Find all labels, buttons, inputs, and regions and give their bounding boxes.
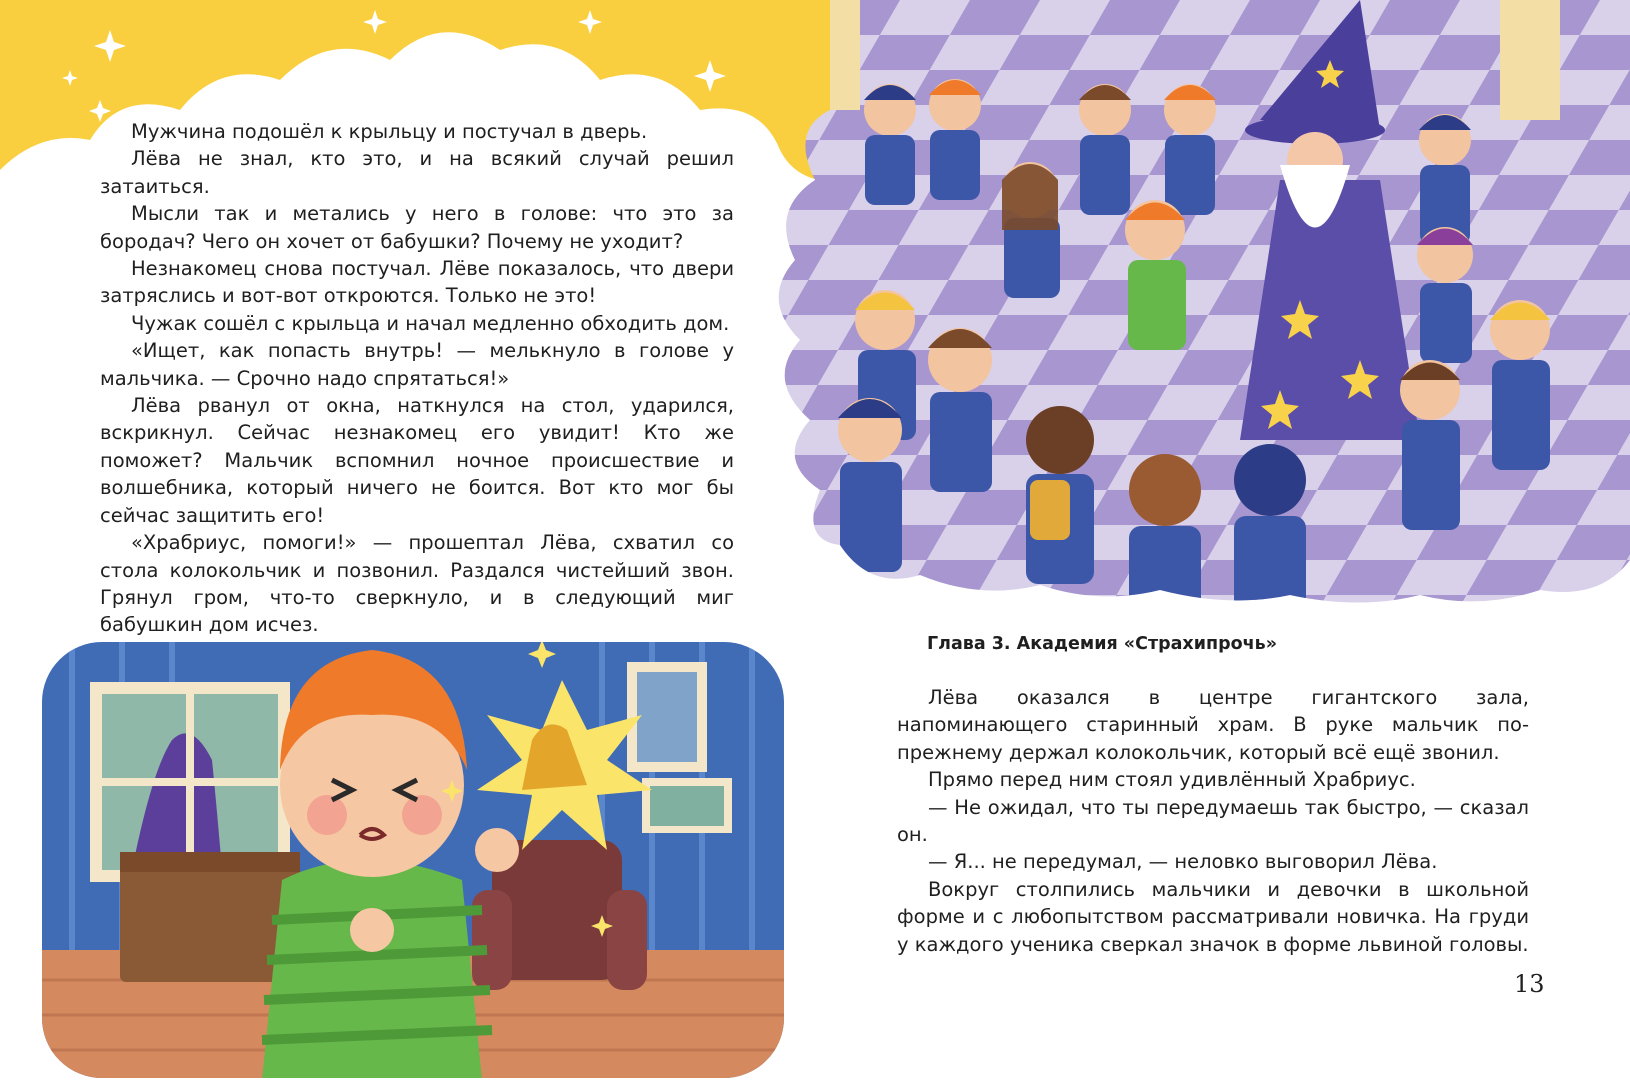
paragraph: «Храбриус, помоги!» — прошептал Лёва, схватил со стола колокольчик и позвонил. Раздался чистейший звон. Грянул гром, что-то сверкнуло, и в следующий миг бабушкин дом исчез.	[100, 531, 734, 637]
page-number: 13	[1514, 970, 1545, 998]
paragraph: Прямо перед ним стоял удивлённый Храбриус.	[928, 768, 1416, 792]
chapter-title: Глава 3. Академия «Страхипрочь»	[927, 634, 1277, 654]
paragraph: «Ищет, как попасть внутрь! — мелькнуло в голове у мальчика. — Срочно надо спрятаться!»	[100, 339, 734, 390]
left-page-text	[100, 118, 734, 639]
paragraph: Лёва не знал, кто это, и на всякий случай решил затаиться.	[100, 147, 734, 198]
paragraph: Незнакомец снова постучал. Лёве показалось, что двери затряслись и вот-вот откроются. Только не это!	[100, 257, 734, 308]
paragraph: Вокруг столпились мальчики и девочки в школьной форме и с любопытством рассматривали новичка. На груди у каждого ученика сверкал значок в форме львиной головы.	[897, 877, 1529, 956]
paragraph: Чужак сошёл с крыльца и начал медленно обходить дом.	[131, 311, 730, 335]
boy-with-bell-illustration	[42, 620, 786, 1080]
paragraph: Мысли так и метались у него в голове: что это за бородач? Чего он хочет от бабушки? Почему не уходит?	[100, 202, 734, 253]
academy-hall-illustration	[760, 0, 1630, 610]
paragraph: — Не ожидал, что ты передумаешь так быстро, — сказал он.	[897, 795, 1529, 847]
paragraph: Лёва оказался в центре гигантского зала, напоминающего старинный храм. В руке мальчик по-прежнему держал колокольчик, который всё ещё звонил.	[897, 686, 1529, 764]
paragraph: Мужчина подошёл к крыльцу и постучал в дверь.	[131, 120, 648, 143]
paragraph: — Я... не передумал, — неловко выговорил Лёва.	[928, 850, 1438, 874]
right-page-text	[897, 684, 1529, 958]
paragraph: Лёва рванул от окна, наткнулся на стол, ударился, вскрикнул. Сейчас незнакомец его увидит! Кто же поможет? Мальчик вспомнил ночное происшествие и волшебника, который ничего не боится. Вот кто мог бы сейчас защитить его!	[100, 394, 734, 527]
